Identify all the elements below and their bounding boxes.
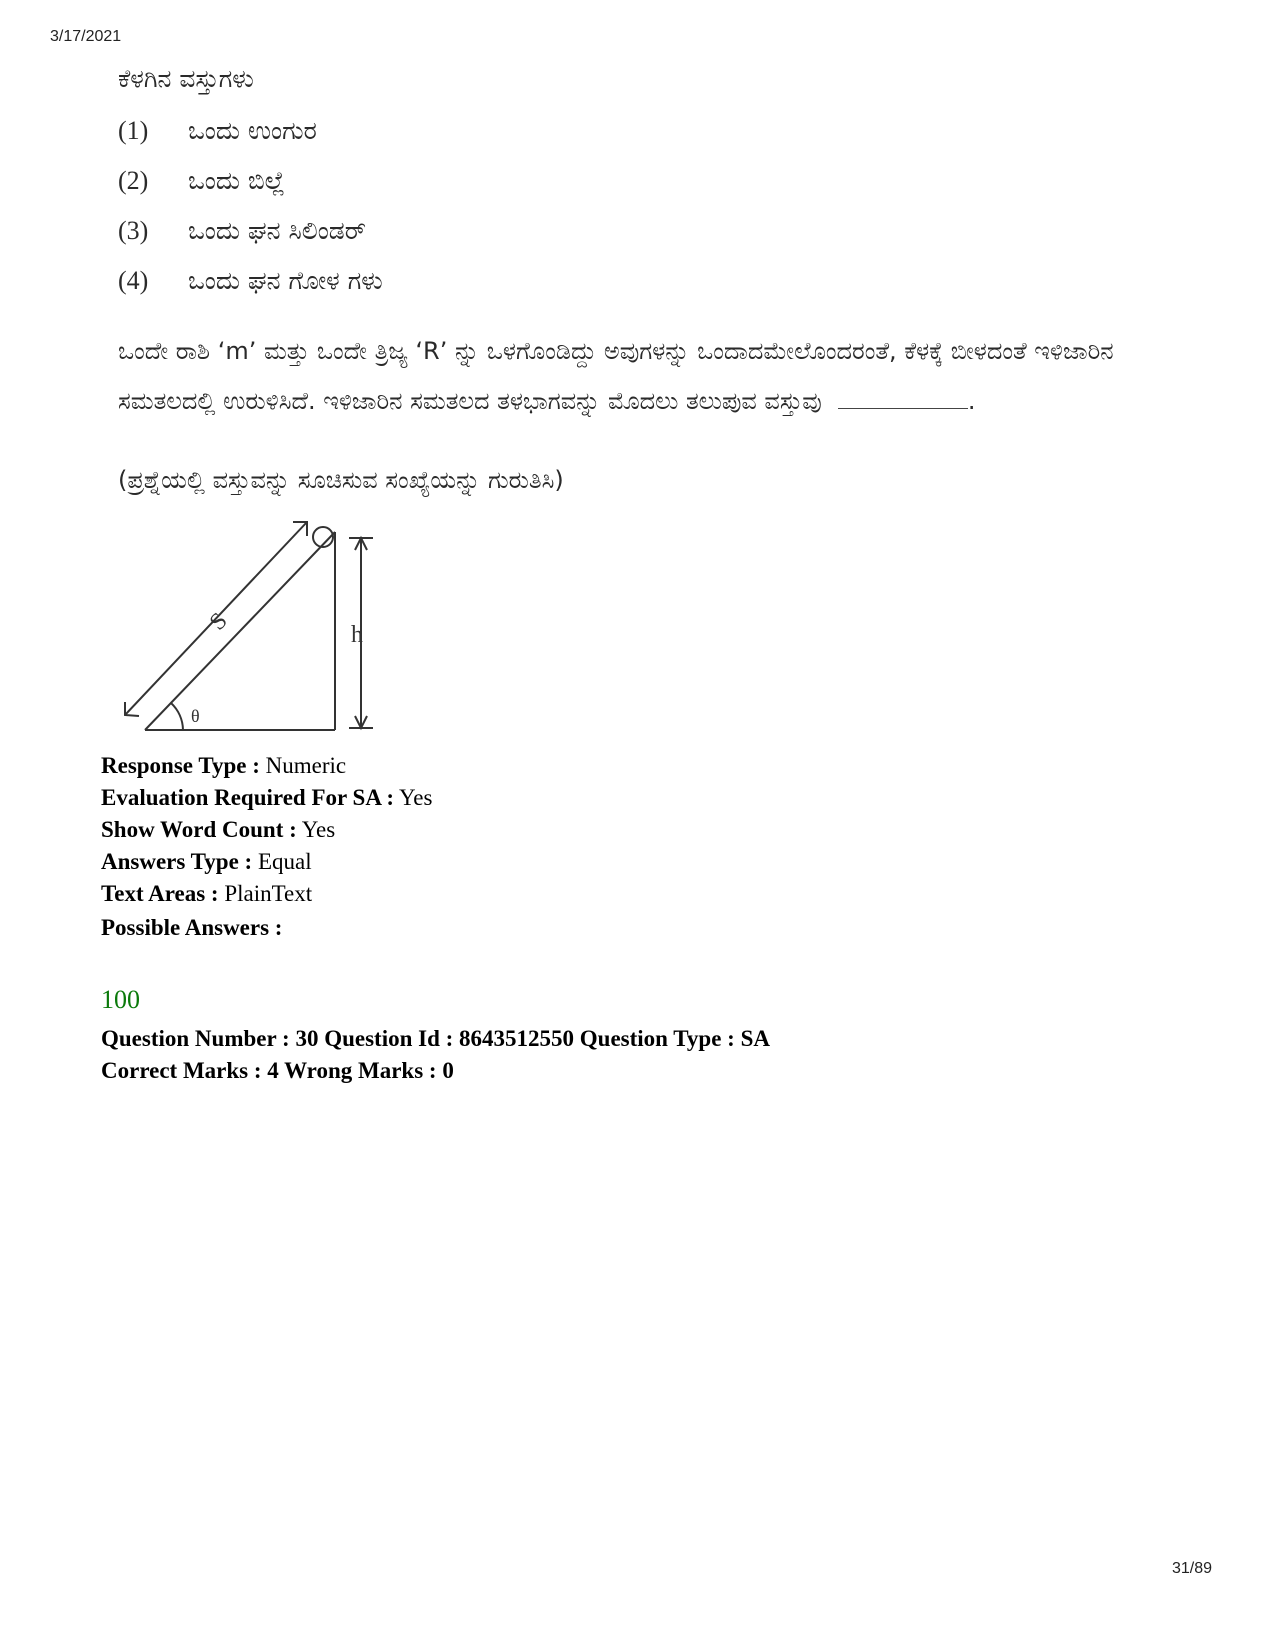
meta-label: Response Type : [101,753,260,778]
option-4 [118,266,383,296]
page-number: 31/89 [1172,1560,1213,1577]
option-number: (2) [118,166,149,195]
option-number: (3) [118,216,149,245]
question-heading: ಕೆಳಗಿನ ವಸ್ತುಗಳು [118,64,254,93]
option-text: ಒಂದು ಬಿಲ್ಲೆ [187,166,285,195]
question-paragraph [118,326,1198,426]
meta-label: Possible Answers : [101,915,283,940]
incline-slope-line [145,532,335,730]
meta-evaluation-required [101,785,432,811]
option-text: ಒಂದು ಘನ ಸಿಲಿಂಡರ್ [187,216,367,245]
angle-arc [171,703,183,730]
option-2 [118,166,285,196]
meta-label: Answers Type : [101,849,253,874]
meta-label: Text Areas : [101,881,219,906]
option-text: ಒಂದು ಘನ ಗೋಳ ಗಳು [187,266,383,295]
next-question-marks: Correct Marks : 4 Wrong Marks : 0 [101,1058,454,1083]
print-date: 3/17/2021 [50,28,122,45]
label-s: S [204,607,233,636]
meta-response-type [101,753,346,779]
meta-value: Numeric [265,753,347,778]
meta-value: Yes [399,785,433,810]
possible-answer-value: 100 [101,985,140,1014]
answer-blank [838,388,968,409]
option-3 [118,216,366,246]
meta-value: Equal [257,849,312,874]
option-number: (4) [118,266,149,295]
label-h: h [351,622,363,648]
meta-value: PlainText [224,881,313,906]
meta-label: Evaluation Required For SA : [101,785,395,810]
meta-value: Yes [301,817,336,842]
meta-possible-answers [101,915,282,941]
next-question-info: Question Number : 30 Question Id : 8643512550 Question Type : SA [101,1026,770,1051]
option-1 [118,116,317,146]
option-number: (1) [118,116,149,145]
meta-answers-type [101,849,312,875]
option-text: ಒಂದು ಉಂಗುರ [187,116,317,145]
meta-label: Show Word Count : [101,817,297,842]
meta-text-areas [101,881,312,907]
question-text-end: . [967,387,976,415]
inclined-plane-figure [115,520,385,740]
question-text: ಒಂದೇ ರಾಶಿ ‘m’ ಮತ್ತು ಒಂದೇ ತ್ರಿಜ್ಯ ‘R’ ನ್ನು ಒಳಗೊಂಡಿದ್ದು ಅವುಗಳನ್ನು ಒಂದಾದಮೇಲೊಂದರಂತೆ, ಕೆಳಕ್ಕೆ ಬೀಳದಂತೆ ಇಳಿಜಾರಿನ ಸಮತಲದಲ್ಲಿ ಉರುಳಿಸಿದೆ. ಇಳಿಜಾರಿನ ಸಮತಲದ ತಳಭಾಗವನ್ನು ಮೊದಲು ತಲುಪುವ ವಸ್ತುವು [118,337,1114,415]
label-theta: θ [191,706,200,726]
meta-show-word-count [101,817,335,843]
question-note: (ಪ್ರಶ್ನೆಯಲ್ಲಿ ವಸ್ತುವನ್ನು ಸೂಚಿಸುವ ಸಂಖ್ಯೆಯನ್ನು ಗುರುತಿಸಿ) [118,466,564,494]
